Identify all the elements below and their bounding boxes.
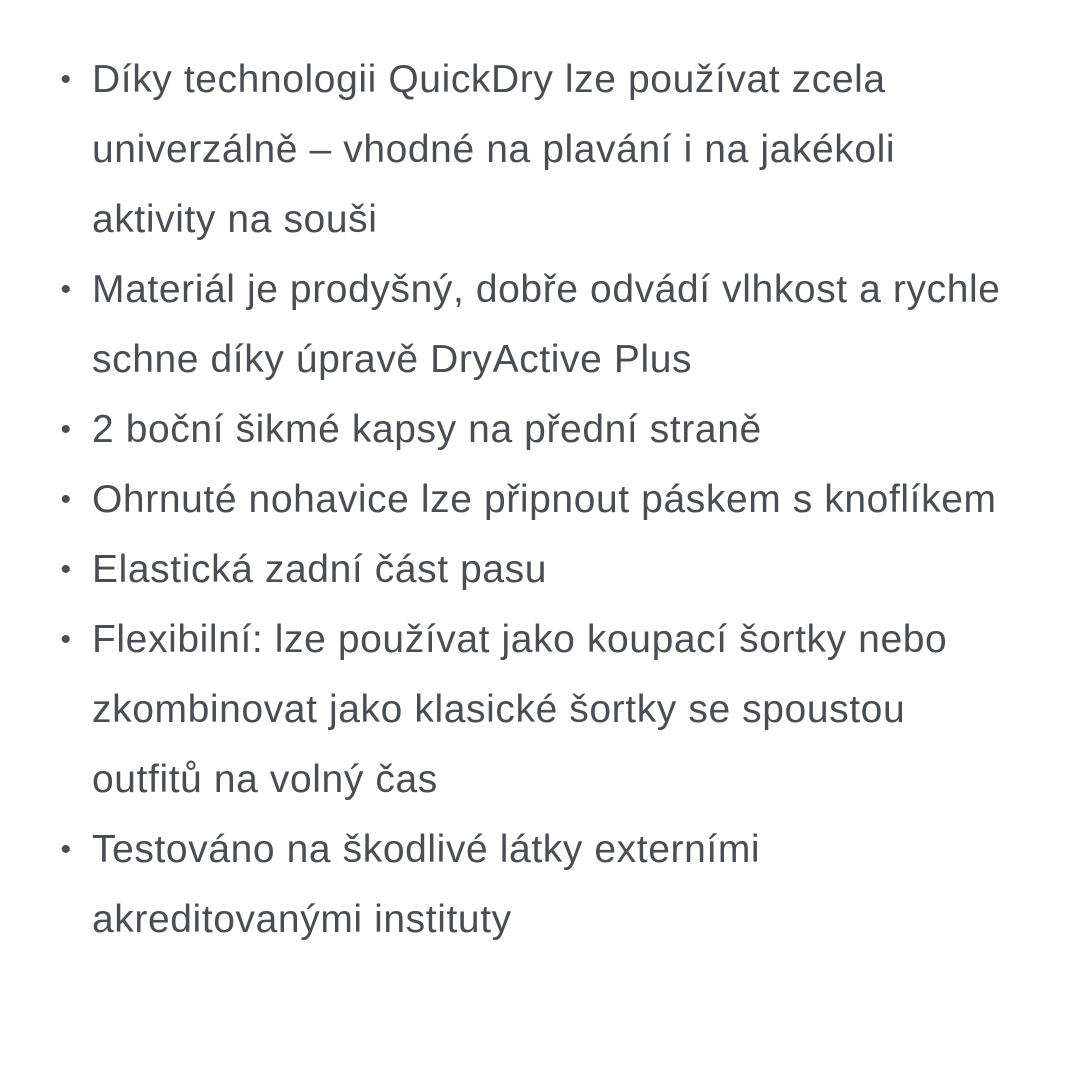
bullet-icon: •	[60, 833, 72, 866]
list-item-text: Elastická zadní část pasu	[92, 548, 548, 591]
bullet-icon: •	[60, 483, 72, 516]
list-item	[56, 255, 1016, 395]
list-item-text: Ohrnuté nohavice lze připnout páskem s knoflíkem	[92, 478, 997, 521]
list-item-text: Díky technologii QuickDry lze používat zcela univerzálně – vhodné na plavání i na jakékoli aktivity na souši	[92, 58, 896, 241]
list-item	[56, 465, 1016, 535]
list-item	[56, 815, 1016, 955]
list-item-text: Flexibilní: lze používat jako koupací šortky nebo zkombinovat jako klasické šortky se spoustou outfitů na volný čas	[92, 618, 948, 801]
list-item	[56, 395, 1016, 465]
bullet-icon: •	[60, 553, 72, 586]
bullet-icon: •	[60, 273, 72, 306]
bullet-icon: •	[60, 623, 72, 656]
bullet-icon: •	[60, 413, 72, 446]
list-item	[56, 45, 1016, 255]
list-item	[56, 605, 1016, 815]
list-item-text: Materiál je prodyšný, dobře odvádí vlhkost a rychle schne díky úpravě DryActive Plus	[92, 268, 1001, 381]
list-item	[56, 535, 1016, 605]
bullet-icon: •	[60, 63, 72, 96]
list-item-text: Testováno na škodlivé látky externími akreditovanými instituty	[92, 828, 761, 941]
list-item-text: 2 boční šikmé kapsy na přední straně	[92, 408, 762, 451]
product-feature-list	[56, 45, 1016, 955]
